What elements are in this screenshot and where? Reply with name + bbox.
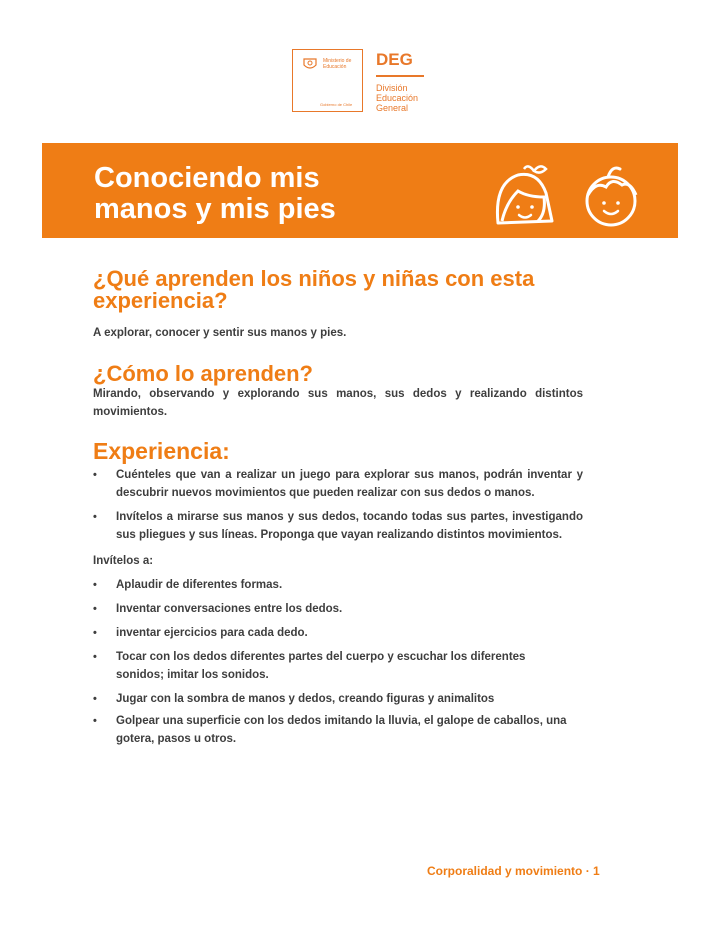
page-footer: Corporalidad y movimiento · 1 <box>427 864 600 878</box>
gobierno-label: Gobierno de Chile <box>320 102 353 107</box>
deg-label: DEG <box>376 50 413 69</box>
ministry-label: Ministerio de Educación <box>323 58 352 70</box>
invite-list <box>93 576 583 748</box>
list-item: • Invítelos a mirarse sus manos y sus dedos, tocando todas sus partes, investigando sus pliegues y sus líneas. Proponga que vayan realizando distintos movimientos. <box>93 508 583 544</box>
list-item: • Jugar con la sombra de manos y dedos, creando figuras y animalitos <box>93 690 583 708</box>
experiencia-list <box>93 466 583 544</box>
que-aprenden-text: A explorar, conocer y sentir sus manos y pies. <box>93 327 347 339</box>
girl-face-icon <box>488 163 556 229</box>
title-banner <box>42 143 678 238</box>
main-content <box>93 268 583 748</box>
heading-experiencia: Experiencia: <box>93 438 230 464</box>
heading-como-aprenden: ¿Cómo lo aprenden? <box>93 361 313 386</box>
deg-block <box>376 51 424 113</box>
como-aprenden-text: Mirando, observando y explorando sus manos, sus dedos y realizando distintos movimientos. <box>93 388 583 418</box>
list-item: • Tocar con los dedos diferentes partes del cuerpo y escuchar los diferentes sonidos; imitar los sonidos. <box>93 648 556 684</box>
list-item: • Aplaudir de diferentes formas. <box>93 576 583 594</box>
coat-of-arms-icon <box>302 56 318 72</box>
logo-box <box>292 49 363 112</box>
boy-face-icon <box>582 161 642 229</box>
deg-underline <box>376 75 424 77</box>
invite-label: Invítelos a: <box>93 555 154 567</box>
heading-que-aprenden: ¿Qué aprenden los niños y niñas con esta experiencia? <box>93 266 535 313</box>
list-item: • Inventar conversaciones entre los dedos. <box>93 600 583 618</box>
list-item: • Cuénteles que van a realizar un juego para explorar sus manos, podrán inventar y descubrir nuevos movimientos que pueden realizar con sus dedos o manos. <box>93 466 583 502</box>
list-item: • inventar ejercicios para cada dedo. <box>93 624 583 642</box>
list-item: • Golpear una superficie con los dedos imitando la lluvia, el galope de caballos, una gotera, pasos u otros. <box>93 712 576 748</box>
page-title: Conociendo mis manos y mis pies <box>94 162 336 225</box>
division-label: División Educación General <box>376 83 419 113</box>
